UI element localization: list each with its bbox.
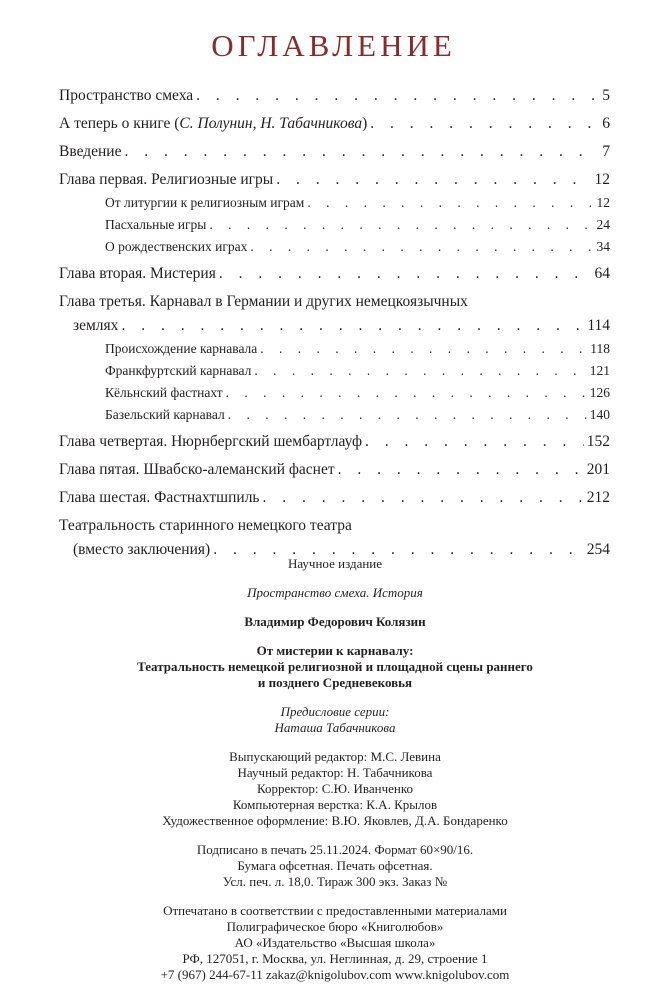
toc-entry-title: землях — [73, 317, 119, 334]
toc-entry-title: Глава пятая. Швабско-алеманский фаснет — [59, 461, 335, 478]
toc-subentry — [59, 214, 610, 236]
publisher-info: АО «Издательство «Высшая школа» — [234, 935, 436, 950]
toc-page-number: 152 — [586, 433, 610, 450]
toc-entry — [59, 84, 610, 108]
publisher-address: РФ, 127051, г. Москва, ул. Неглинная, д. 29, строение 1 — [182, 951, 488, 966]
toc-entry-title: Театральность старинного немецкого театра — [59, 517, 352, 534]
dot-leader — [209, 214, 593, 236]
dot-leader — [276, 168, 591, 192]
toc-page-number: 24 — [596, 217, 610, 232]
dot-leader — [196, 84, 599, 108]
toc-entry — [59, 290, 610, 314]
dot-leader — [365, 430, 584, 454]
dot-leader — [250, 236, 593, 258]
dot-leader — [254, 360, 586, 382]
table-of-contents — [59, 84, 610, 562]
toc-page-number: 5 — [602, 87, 610, 104]
dot-leader — [370, 112, 599, 136]
toc-subentry — [59, 338, 610, 360]
dot-leader — [260, 338, 587, 360]
toc-page-number: 118 — [590, 341, 610, 356]
dot-leader — [226, 382, 587, 404]
dot-leader — [219, 262, 592, 286]
preface-author: Наташа Табачникова — [274, 720, 396, 735]
toc-page-number: 212 — [586, 489, 610, 506]
toc-page-number: 34 — [596, 239, 610, 254]
book-subtitle: Театральность немецкой религиозной и площадной сцены раннего — [137, 659, 533, 674]
toc-page-number: 254 — [586, 541, 610, 558]
toc-entry-title: Глава вторая. Мистерия — [59, 265, 216, 282]
toc-page-number: 114 — [587, 317, 610, 334]
author-name: Владимир Федорович Колязин — [244, 614, 426, 629]
toc-subentry — [59, 236, 610, 258]
toc-entry-title: Происхождение карнавала — [105, 341, 258, 356]
toc-entry — [59, 112, 610, 136]
toc-page-number: 126 — [589, 385, 610, 400]
toc-entry-title: Глава первая. Религиозные игры — [59, 171, 274, 188]
print-info: Подписано в печать 25.11.2024. Формат 60×90/16. — [196, 842, 474, 857]
toc-entry-title: Введение — [59, 143, 122, 160]
toc-page-number: 7 — [602, 143, 610, 160]
toc-page-number: 6 — [602, 115, 610, 132]
toc-entry-continuation — [59, 314, 610, 338]
toc-entry — [59, 430, 610, 454]
toc-entry-title: Глава четвертая. Нюрнбергский шембартлауф — [59, 433, 363, 450]
staff-credit: Компьютерная верстка: К.А. Крылов — [232, 797, 438, 812]
toc-subentry — [59, 192, 610, 214]
toc-entry-title: Пространство смеха — [59, 87, 194, 104]
toc-entry-title: (вместо заключения) — [73, 541, 211, 558]
toc-entry — [59, 458, 610, 482]
dot-leader — [121, 314, 584, 338]
toc-entry — [59, 486, 610, 510]
book-subtitle: и позднего Средневековья — [257, 675, 413, 690]
toc-entry-title: Глава третья. Карнавал в Германии и других немецкоязычных — [59, 293, 468, 310]
staff-credit: Научный редактор: Н. Табачникова — [237, 765, 433, 780]
print-info: Усл. печ. л. 18,0. Тираж 300 экз. Заказ № — [222, 874, 448, 889]
toc-subentry — [59, 382, 610, 404]
toc-entry-title: От литургии к религиозным играм — [105, 195, 305, 210]
toc-entry-title: Глава шестая. Фастнахтшпиль — [59, 489, 260, 506]
print-info: Бумага офсетная. Печать офсетная. — [237, 858, 433, 873]
dot-leader — [338, 458, 584, 482]
edition-type: Научное издание — [287, 556, 383, 571]
toc-subentry — [59, 360, 610, 382]
toc-entry — [59, 168, 610, 192]
toc-entry-title: Франкфуртский карнавал — [105, 363, 252, 378]
toc-page-number: 140 — [589, 407, 610, 422]
staff-credit: Корректор: С.Ю. Иванченко — [256, 781, 414, 796]
toc-entry — [59, 140, 610, 164]
toc-entry-title: Кёльнский фастнахт — [105, 385, 223, 400]
dot-leader — [263, 486, 584, 510]
publisher-info: Полиграфическое бюро «Книголюбов» — [226, 919, 444, 934]
toc-entry-title: Базельский карнавал — [105, 407, 225, 422]
toc-entry — [59, 262, 610, 286]
dot-leader — [124, 140, 599, 164]
toc-entry-title: А теперь о книге (С. Полунин, Н. Табачникова) — [59, 115, 368, 132]
toc-entry — [59, 514, 610, 538]
imprint-block — [60, 556, 610, 983]
page-title: ОГЛАВЛЕНИЕ — [211, 28, 456, 63]
book-title: От мистерии к карнавалу: — [256, 643, 414, 658]
staff-credit: Художественное оформление: В.Ю. Яковлев, Д.А. Бондаренко — [162, 813, 508, 828]
publisher-contacts: +7 (967) 244-67-11 zakaz@knigolubov.com www.knigolubov.com — [160, 967, 510, 982]
toc-page-number: 201 — [586, 461, 610, 478]
series-name: Пространство смеха. История — [247, 585, 423, 600]
toc-page-number: 12 — [596, 195, 610, 210]
toc-page-number: 64 — [594, 265, 610, 282]
toc-page-number: 12 — [594, 171, 610, 188]
publisher-info: Отпечатано в соответствии с предоставленными материалами — [163, 903, 507, 918]
preface-label: Предисловие серии: — [280, 704, 390, 719]
dot-leader — [228, 404, 587, 426]
toc-entry-title: О рождественских играх — [105, 239, 248, 254]
dot-leader — [307, 192, 593, 214]
staff-credit: Выпускающий редактор: М.С. Левина — [229, 749, 441, 764]
toc-page-number: 121 — [589, 363, 610, 378]
toc-subentry — [59, 404, 610, 426]
toc-entry-title: Пасхальные игры — [105, 217, 207, 232]
